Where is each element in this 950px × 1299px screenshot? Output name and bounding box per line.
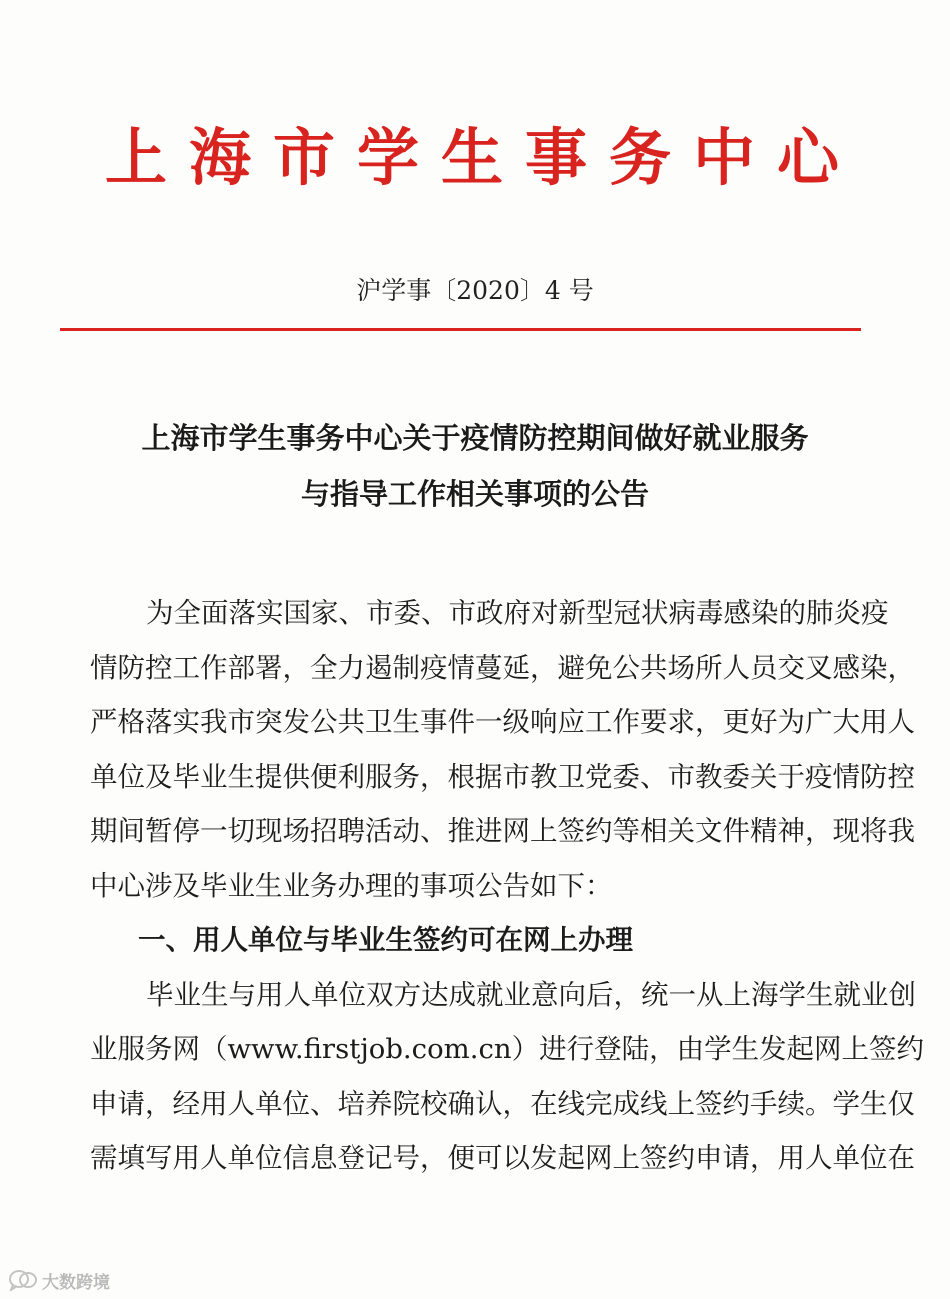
speech-bubble-logo-icon: [8, 1269, 38, 1291]
notice-body: [90, 586, 925, 1186]
section-paragraph-line: 需填写用人单位信息登记号，便可以发起网上签约申请，用人单位在: [90, 1142, 915, 1174]
body-paragraph-line: 中心涉及毕业生业务办理的事项公告如下：: [90, 869, 613, 902]
section-paragraph-line: 业服务网（www.firstjob.com.cn）进行登陆，由学生发起网上签约: [90, 1033, 925, 1065]
notice-title-line-1: 上海市学生事务中心关于疫情防控期间做好就业服务: [141, 421, 809, 455]
section-paragraph-line: 申请，经用人单位、培养院校确认，在线完成线上签约手续。学生仅: [90, 1087, 915, 1120]
notice-title: [90, 410, 860, 522]
body-paragraph-line: 情防控工作部署，全力遏制疫情蔓延，避免公共场所人员交叉感染，: [90, 651, 915, 684]
watermark: [8, 1268, 110, 1292]
body-paragraph-line: 为全面落实国家、市委、市政府对新型冠状病毒感染的肺炎疫: [146, 597, 889, 629]
body-paragraph-line: 期间暂停一切现场招聘活动、推进网上签约等相关文件精神，现将我: [90, 815, 915, 847]
section-paragraph-line: 毕业生与用人单位双方达成就业意向后，统一从上海学生就业创: [146, 978, 916, 1011]
watermark-text: 大数跨境: [42, 1272, 110, 1293]
organization-title: 上海市学生事务中心: [104, 121, 861, 194]
body-paragraph-line: 单位及毕业生提供便利服务，根据市教卫党委、市教委关于疫情防控: [90, 760, 915, 793]
notice-title-line-2: 与指导工作相关事项的公告: [300, 477, 649, 511]
red-divider-line: [60, 328, 861, 331]
body-paragraph-line: 严格落实我市突发公共卫生事件一级响应工作要求，更好为广大用人: [90, 706, 915, 738]
section-heading-1: 一、用人单位与毕业生签约可在网上办理: [138, 924, 633, 956]
document-number: 沪学事〔2020〕4 号: [356, 276, 594, 305]
